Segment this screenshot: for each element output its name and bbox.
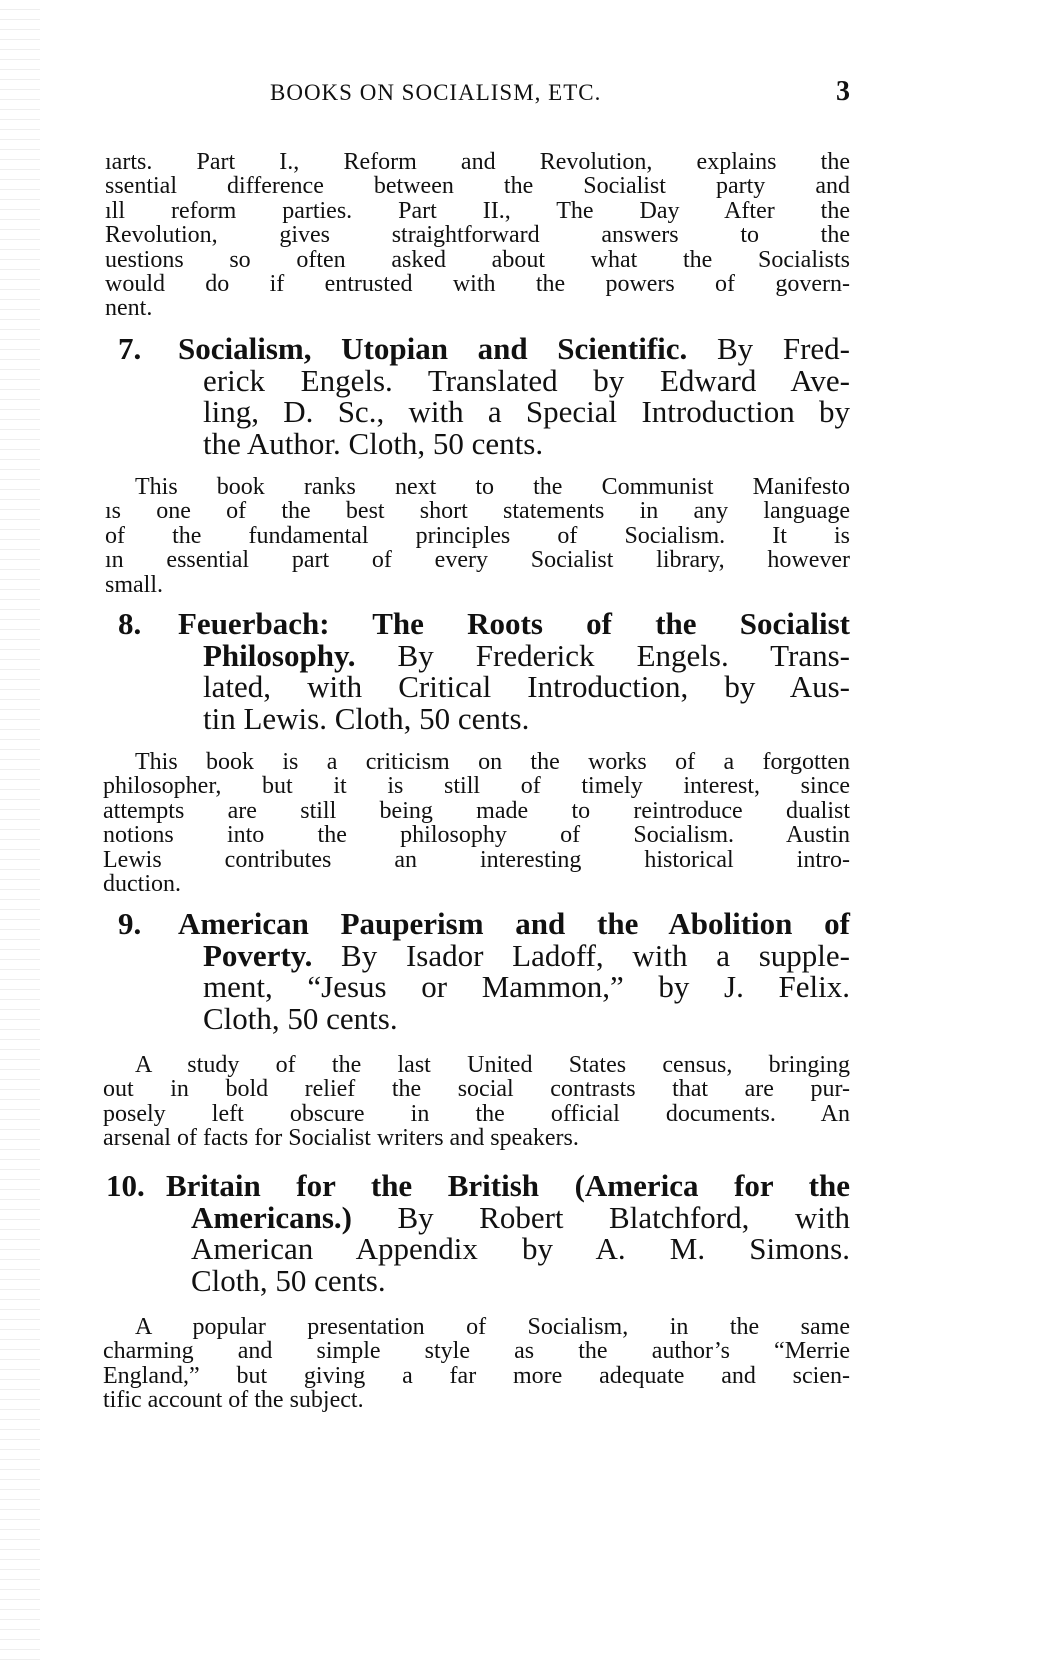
paragraph-line: ssential difference between the Socialist party and	[105, 173, 850, 200]
paragraph-line: tific account of the subject.	[103, 1387, 364, 1414]
book-entry	[118, 908, 850, 1034]
book-details: By Fred-	[687, 331, 850, 366]
book-details: ment, “Jesus or Mammon,” by J. Felix.	[203, 969, 850, 1004]
book-entry	[118, 608, 850, 734]
book-details: By Frederick Engels. Trans-	[355, 637, 850, 673]
entry-title-line	[203, 425, 850, 461]
paragraph-line: would do if entrusted with the powers of govern-	[105, 271, 850, 298]
entry-title-line	[203, 1000, 850, 1036]
book-details: tin Lewis. Cloth, 50 cents.	[203, 700, 530, 736]
book-details: the Author. Cloth, 50 cents.	[203, 425, 544, 461]
entry-title-line	[166, 1170, 850, 1202]
paragraph-line: This book ranks next to the Communist Manifesto	[135, 474, 850, 500]
entry-title-line	[203, 396, 850, 428]
paragraph-line: ıll reform parties. Part II., The Day After the	[105, 197, 850, 224]
entry-number: 9.	[118, 906, 142, 941]
paragraph-line: posely left obscure in the official documents. An	[103, 1100, 850, 1127]
description-paragraph	[103, 1053, 850, 1151]
paragraph-line: attempts are still being made to reintroduce dualist	[103, 797, 850, 824]
paragraph-line: of the fundamental principles of Socialism. It is	[105, 522, 850, 549]
description-paragraph	[105, 150, 850, 321]
paragraph-line: philosopher, but it is still of timely interest, since	[103, 773, 850, 800]
paragraph-line: A popular presentation of Socialism, in the same	[135, 1314, 850, 1340]
entry-title-line	[191, 1262, 850, 1298]
entry-title-line	[203, 637, 850, 673]
paragraph-line: England,” but giving a far more adequate and scien-	[103, 1362, 850, 1389]
book-entry	[118, 333, 850, 459]
paragraph-line: Revolution, gives straightforward answers to the	[105, 222, 850, 249]
paragraph-line: ıarts. Part I., Reform and Revolution, explains the	[105, 149, 850, 175]
entry-title-line	[203, 700, 850, 736]
entry-title-line	[178, 608, 850, 640]
paragraph-line: ıs one of the best short statements in any language	[105, 498, 850, 525]
book-details: American Appendix by A. M. Simons.	[191, 1231, 850, 1266]
book-details: erick Engels. Translated by Edward Ave-	[203, 362, 850, 398]
book-title: Socialism, Utopian and Scientific.	[178, 331, 688, 366]
entry-title-line	[203, 671, 850, 703]
paragraph-line: A study of the last United States census, bringing	[135, 1052, 850, 1078]
paragraph-line: notions into the philosophy of Socialism. Austin	[103, 822, 850, 849]
entry-title-line	[203, 362, 850, 398]
entry-number: 10.	[106, 1168, 145, 1203]
paragraph-line: This book is a criticism on the works of a forgotten	[135, 749, 850, 775]
book-details: By Robert Blatchford, with	[351, 1199, 850, 1235]
scan-edge	[0, 0, 40, 1669]
paragraph-line: uestions so often asked about what the Socialists	[105, 246, 850, 273]
paragraph-line: out in bold relief the social contrasts that are pur-	[103, 1076, 850, 1103]
book-title: Americans.)	[191, 1199, 352, 1235]
entry-number: 8.	[118, 606, 142, 641]
book-entry	[106, 1170, 850, 1296]
paragraph-line: Lewis contributes an interesting historical intro-	[103, 846, 850, 873]
book-details: ling, D. Sc., with a Special Introduction by	[203, 394, 850, 429]
entry-title-line	[178, 333, 850, 365]
book-title: American Pauperism and the Abolition of	[178, 906, 850, 941]
book-details: lated, with Critical Introduction, by Aus-	[203, 669, 850, 704]
book-title: Feuerbach: The Roots of the Socialist	[178, 606, 850, 641]
entry-title-line	[191, 1233, 850, 1265]
book-title: Britain for the British (America for the	[166, 1168, 850, 1203]
paragraph-line: nent.	[105, 295, 153, 322]
entry-title-line	[203, 971, 850, 1003]
book-details: Cloth, 50 cents.	[191, 1262, 386, 1298]
description-paragraph	[103, 750, 850, 896]
book-details: By Isador Ladoff, with a supple-	[312, 937, 850, 973]
paragraph-line: duction.	[103, 871, 181, 898]
book-title: Poverty.	[203, 937, 313, 973]
book-title: Philosophy.	[203, 637, 356, 673]
paragraph-line: small.	[105, 571, 163, 598]
paragraph-line: charming and simple style as the author’s “Merrie	[103, 1338, 850, 1365]
entry-title-line	[191, 1199, 850, 1235]
entry-title-line	[178, 908, 850, 940]
description-paragraph	[105, 475, 850, 597]
entry-title-line	[203, 937, 850, 973]
entry-number: 7.	[118, 331, 142, 366]
paragraph-line: arsenal of facts for Socialist writers and speakers.	[103, 1125, 579, 1152]
paragraph-line: ın essential part of every Socialist library, however	[105, 547, 850, 574]
page-number: 3	[836, 76, 850, 107]
running-header: BOOKS ON SOCIALISM, ETC.	[270, 80, 602, 105]
description-paragraph	[103, 1315, 850, 1413]
book-details: Cloth, 50 cents.	[203, 1000, 398, 1036]
